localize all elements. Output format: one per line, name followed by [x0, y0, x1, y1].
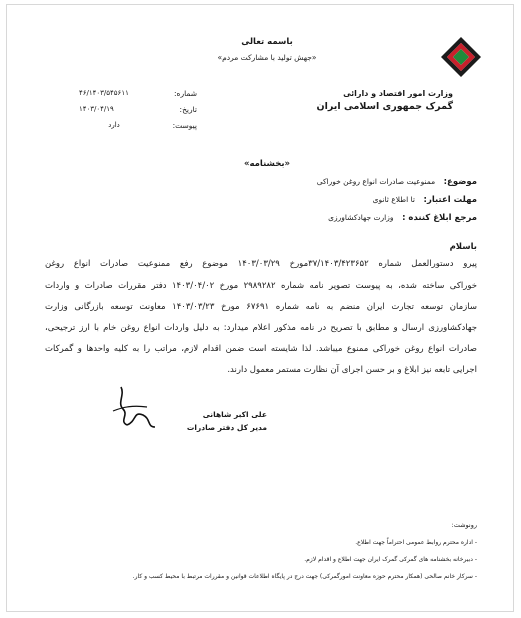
body-line: پیرو دستورالعمل شماره ۳۷/۱۴۰۳/۴۲۳۶۵۲مورخ ۱۴۰۳/۰۳/۲۹ موضوع رفع ممنوعیت صادرات انواع روغن	[45, 259, 477, 269]
date-label: تاریخ:	[179, 105, 197, 114]
copy-item: - اداره محترم روابط عمومی احتراماً جهت اطلاع.	[355, 539, 477, 546]
meta-number	[37, 89, 197, 101]
body-line: صادرات انواع روغن خوراکی ممنوع میباشد. لذا شایسته است ضمن اقدام لازم، مراتب را به کلیه واحدها و گمرکات	[45, 344, 477, 354]
number-label: شماره:	[174, 89, 197, 98]
notifier-label: مرجع ابلاغ کننده :	[402, 213, 477, 223]
copy-item: - سرکار خانم صالحی (همکار محترم حوزه معاونت امورگمرکی) جهت درج در پایگاه اطلاعات قوانین و مقررات مرتبط با محیط کسب و کار.	[132, 573, 477, 580]
ministry-block	[253, 87, 453, 113]
slogan: «جهش تولید با مشارکت مردم»	[217, 53, 317, 62]
validity-field	[57, 195, 477, 205]
attachment-value: دارد	[108, 121, 120, 129]
validity-label: مهلت اعتبار:	[423, 195, 477, 205]
body-line: اجرایی تابعه نیز ابلاغ و بر حسن اجرای آن نظارت مستمر معمول دارند.	[227, 365, 477, 375]
customs-logo	[437, 33, 485, 81]
notifier-field	[57, 213, 477, 223]
validity-value: تا اطلاع ثانوی	[372, 195, 415, 204]
subject-label: موضوع:	[443, 177, 477, 187]
body-line: سازمان توسعه تجارت ایران منضم به نامه شماره ۶۷۶۹۱ مورخ ۱۴۰۳/۰۳/۲۳ معاونت توسعه بازرگانی وزارت	[45, 302, 477, 312]
copies-heading: رونوشت:	[451, 521, 477, 529]
copy-item: - دبیرخانه بخشنامه های گمرکی گمرک ایران جهت اطلاع و اقدام لازم.	[304, 556, 477, 563]
notifier-value: وزارت جهادکشاورزی	[328, 213, 394, 222]
body-line: جهادکشاورزی ارسال و مطابق با تصریح در نامه مذکور اعلام میدارد: به دلیل واردات انواع روغن خام با ارز ترجیحی،	[45, 323, 477, 333]
greeting: باسلام	[449, 242, 477, 252]
date-value: ۱۴۰۳/۰۴/۱۹	[79, 105, 114, 113]
signatory-title: مدیر کل دفتر صادرات	[186, 423, 267, 432]
meta-date	[37, 105, 197, 117]
signatory-name: علی اکبر شاهانی	[202, 410, 267, 419]
subject-value: ممنوعیت صادرات انواع روغن خوراکی	[316, 177, 436, 186]
circular-title: «بخشنامه»	[243, 159, 291, 169]
number-value: ۴۶/۱۴۰۳/۵۴۵۶۱۱	[79, 89, 129, 97]
ministry-line2: گمرک جمهوری اسلامی ایران	[316, 101, 453, 112]
letter-page	[6, 4, 514, 612]
subject-field	[57, 177, 477, 187]
attachment-label: پیوست:	[172, 121, 197, 130]
meta-attachment	[37, 121, 197, 133]
bismillah-heading: باسمه تعالی	[241, 37, 293, 47]
body-line: خوراکی ساخته شده، به پیوست تصویر نامه شماره ۲۹۸۹۲۸۲ مورخ ۱۴۰۳/۰۴/۰۲ دفتر مقررات صادرات و واردات	[45, 281, 477, 291]
ministry-line1: وزارت امور اقتصاد و دارائی	[343, 89, 453, 98]
